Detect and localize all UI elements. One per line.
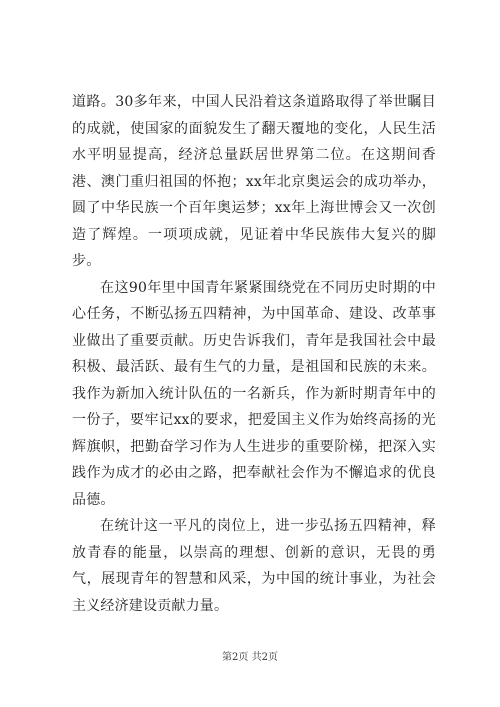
document-body: [72, 89, 436, 619]
page-footer: 第2页 共2页: [222, 652, 278, 663]
paragraph-continued: 道路。30多年来，中国人民沿着这条道路取得了举世瞩目的成就，使国家的面貌发生了翻天覆地的变化，人民生活水平明显提高，经济总量跃居世界第二位。在这期间香港、澳门重归祖国的怀抱；xx年北京奥运会的成功举办，圆了中华民族一个百年奥运梦；xx年上海世博会又一次创造了辉煌。一项项成就，见证着中华民族伟大复兴的脚步。: [72, 94, 436, 269]
paragraph-youth-history: 在这90年里中国青年紧紧围绕党在不同历史时期的中心任务，不断弘扬五四精神，为中国革命、建设、改革事业做出了重要贡献。历史告诉我们，青年是我国社会中最积极、最活跃、最有生气的力量，是祖国和民族的未来。我作为新加入统计队伍的一名新兵，作为新时期青年中的一份子，要牢记xx的要求，把爱国主义作为始终高扬的光辉旗帜，把勤奋学习作为人生进步的重要阶梯，把深入实践作为成才的必由之路，把奉献社会作为不懈追求的优良品德。: [72, 279, 436, 508]
paragraph-statistics-post: 在统计这一平凡的岗位上，进一步弘扬五四精神，释放青春的能量，以崇高的理想、创新的意识，无畏的勇气，展现青年的智慧和风采，为中国的统计事业，为社会主义经济建设贡献力量。: [72, 518, 436, 614]
